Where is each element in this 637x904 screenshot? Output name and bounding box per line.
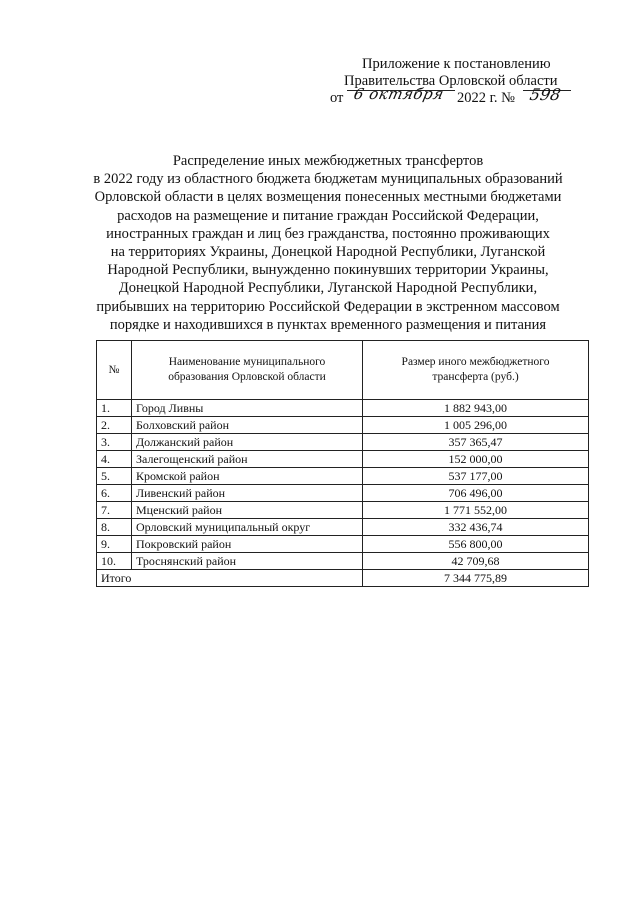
title-line: в 2022 году из областного бюджета бюджетам муниципальных образований (93, 171, 563, 188)
row-sum: 357 365,47 (363, 434, 589, 451)
row-name: Болховский район (132, 417, 363, 434)
row-sum: 1 771 552,00 (363, 502, 589, 519)
title-line: Народной Республики, вынужденно покинувших территории Украины, (107, 262, 549, 279)
row-num: 7. (97, 502, 132, 519)
row-sum: 1 005 296,00 (363, 417, 589, 434)
table-row (97, 400, 589, 417)
table-row (97, 417, 589, 434)
title-line: прибывших на территорию Российской Федерации в экстренном массовом (96, 298, 560, 315)
header-sum (363, 341, 589, 400)
row-sum: 706 496,00 (363, 485, 589, 502)
year-number-label: 2022 г. № (457, 90, 516, 106)
header-sum-line: Размер иного межбюджетного (401, 356, 550, 368)
row-num: 1. (97, 400, 132, 417)
title-line: Распределение иных межбюджетных трансфертов (172, 153, 484, 169)
table-row (97, 519, 589, 536)
document-title (70, 152, 586, 334)
table-row (97, 536, 589, 553)
row-num: 3. (97, 434, 132, 451)
appendix-date-number-line (330, 85, 590, 110)
appendix-line-2: Правительства Орловской области (344, 73, 558, 89)
date-prefix: от (330, 90, 344, 106)
row-sum: 537 177,00 (363, 468, 589, 485)
title-line: на территориях Украины, Донецкой Народной Республики, Луганской (110, 244, 546, 261)
total-label: Итого (97, 570, 363, 587)
header-name (132, 341, 363, 400)
row-name: Кромской район (132, 468, 363, 485)
table-header-row (97, 341, 589, 400)
row-sum: 332 436,74 (363, 519, 589, 536)
row-name: Ливенский район (132, 485, 363, 502)
row-name: Залегощенский район (132, 451, 363, 468)
handwritten-date: 6 октября (352, 85, 446, 103)
appendix-line-1: Приложение к постановлению (362, 56, 551, 72)
row-sum: 152 000,00 (363, 451, 589, 468)
row-sum: 556 800,00 (363, 536, 589, 553)
row-num: 8. (97, 519, 132, 536)
transfers-table (96, 340, 589, 587)
row-name: Мценский район (132, 502, 363, 519)
row-num: 9. (97, 536, 132, 553)
table-total-row (97, 570, 589, 587)
row-name: Троснянский район (132, 553, 363, 570)
appendix-block (330, 56, 590, 110)
header-sum-line: трансферта (руб.) (432, 371, 519, 383)
table-row (97, 451, 589, 468)
row-num: 6. (97, 485, 132, 502)
table-row (97, 485, 589, 502)
row-name: Орловский муниципальный округ (132, 519, 363, 536)
title-line: Орловской области в целях возмещения понесенных местными бюджетами (94, 189, 562, 206)
header-name-line: образования Орловской области (168, 371, 326, 383)
title-line: Донецкой Народной Республики, Луганской Народной Республики, (118, 280, 538, 297)
row-sum: 42 709,68 (363, 553, 589, 570)
table-row (97, 434, 589, 451)
row-num: 5. (97, 468, 132, 485)
row-num: 4. (97, 451, 132, 468)
title-line: расходов на размещение и питание граждан Российской Федерации, (117, 207, 539, 224)
total-sum: 7 344 775,89 (363, 570, 589, 587)
row-num: 10. (97, 553, 132, 570)
row-sum: 1 882 943,00 (363, 400, 589, 417)
title-line: порядке и находившихся в пунктах временного размещения и питания (109, 316, 547, 333)
row-name: Город Ливны (132, 400, 363, 417)
row-name: Покровский район (132, 536, 363, 553)
table-row (97, 502, 589, 519)
row-num: 2. (97, 417, 132, 434)
title-line: иностранных граждан и лиц без гражданства, постоянно проживающих (106, 225, 550, 242)
row-name: Должанский район (132, 434, 363, 451)
table-row (97, 553, 589, 570)
header-name-line: Наименование муниципального (168, 356, 326, 368)
handwritten-number: 598 (528, 85, 563, 104)
header-num: № (97, 341, 132, 400)
table-row (97, 468, 589, 485)
